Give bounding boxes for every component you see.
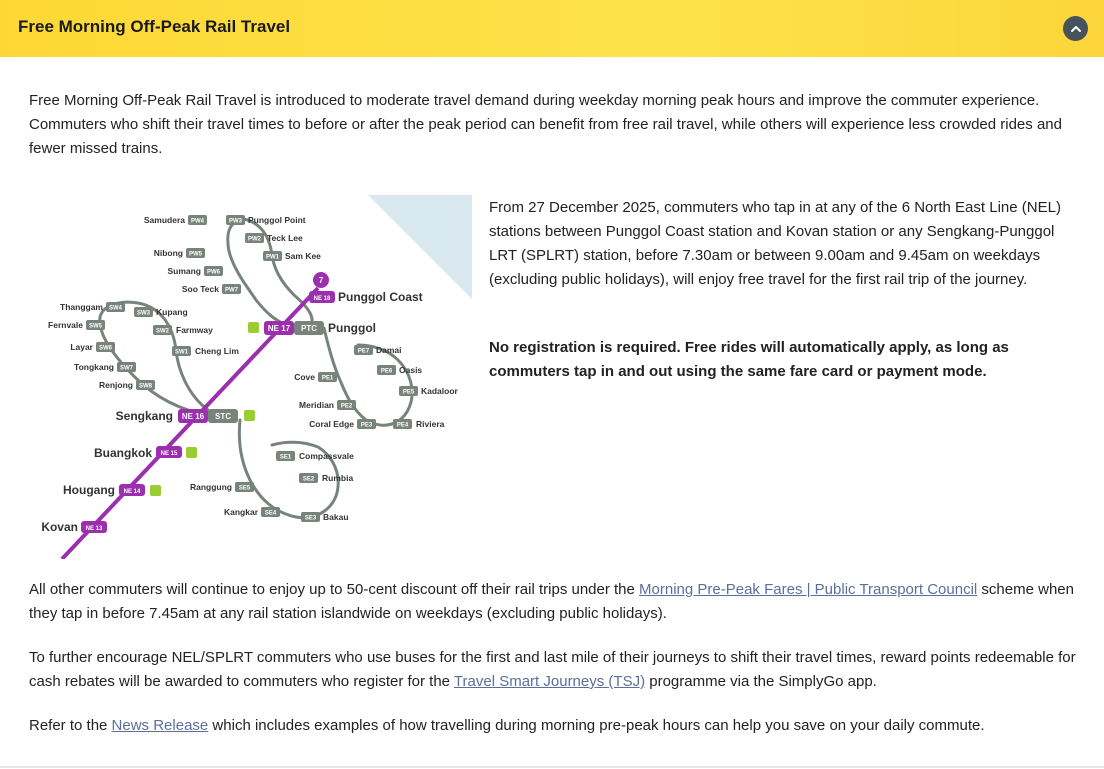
sw-station-fernvale[interactable] (48, 320, 105, 330)
lrt-label: Kangkar (223, 507, 258, 517)
lrt-code: PW7 (224, 287, 239, 294)
lrt-label: Rumbia (322, 473, 354, 483)
lrt-code: SE4 (264, 510, 277, 517)
pw-station-sam-kee[interactable] (263, 251, 321, 261)
text-span: Refer to the (29, 717, 112, 734)
lrt-code: PW3 (228, 218, 243, 225)
pe-station-damai[interactable] (354, 345, 402, 355)
lrt-code: PW4 (190, 218, 205, 225)
lrt-label: Farmway (176, 325, 213, 335)
text-span: All other commuters will continue to enjoy up to 50-cent discount off their rail trips under the (29, 581, 640, 598)
bus-icon (150, 485, 161, 496)
lrt-code: PW2 (247, 236, 262, 243)
lrt-code: PW1 (265, 254, 280, 261)
news-paragraph (29, 714, 1079, 738)
sw-station-farmway[interactable] (153, 325, 213, 335)
ne-extra: PTC (301, 324, 317, 333)
rewards-paragraph (29, 646, 1079, 694)
lrt-code: PE1 (321, 375, 334, 382)
ne-extra: STC (215, 412, 231, 421)
pw-station-soo-teck[interactable] (182, 284, 241, 294)
pw-station-punggol-point[interactable] (226, 215, 306, 225)
text-span: programme via the SimplyGo app. (645, 673, 877, 690)
lrt-label: Thanggam (60, 302, 103, 312)
sw-station-kupang[interactable] (134, 307, 188, 317)
se-station-kangkar[interactable] (224, 507, 280, 517)
lrt-code: PE3 (360, 422, 373, 429)
ne-label: Punggol Coast (338, 290, 423, 304)
pe-station-meridian[interactable] (299, 400, 356, 410)
pe-station-oasis[interactable] (377, 365, 422, 375)
sw-track (100, 302, 208, 410)
lrt-label: Cheng Lim (195, 346, 239, 356)
ne-code: NE 16 (181, 412, 205, 421)
lrt-label: Cove (294, 372, 315, 382)
pe-station-kadaloor[interactable] (399, 386, 459, 396)
sw-station-tongkang[interactable] (74, 362, 136, 372)
lrt-code: PE6 (380, 368, 393, 375)
tsj-link[interactable]: Travel Smart Journeys (TSJ) (453, 673, 646, 690)
lrt-code: PW5 (188, 251, 203, 258)
se-station-ranggung[interactable] (190, 482, 254, 492)
lrt-label: Kadaloor (421, 386, 458, 396)
ne-label: Buangkok (93, 446, 152, 460)
bus-icon (186, 447, 197, 458)
bus-icon (244, 410, 255, 421)
news-release-link[interactable]: News Release (111, 717, 209, 734)
lrt-label: Bakau (323, 512, 349, 522)
lrt-label: Riviera (416, 419, 445, 429)
se-station-bakau[interactable] (301, 512, 349, 522)
ne-label: Kovan (41, 520, 78, 534)
ne-code: NE 17 (267, 324, 291, 333)
lrt-code: PW6 (206, 269, 221, 276)
ne-label: Hougang (63, 483, 115, 497)
lrt-label: Punggol Point (248, 215, 306, 225)
ne-station-hougang[interactable] (63, 483, 161, 497)
pw-station-samudera[interactable] (144, 215, 207, 225)
pw-station-sumang[interactable] (167, 266, 223, 276)
ne-code: NE 15 (160, 451, 178, 457)
se-station-rumbia[interactable] (299, 473, 353, 483)
no-registration-paragraph: No registration is required. Free rides will automatically apply, as long as commuters tap in and out using the same fare card or payment mode. (489, 339, 1009, 380)
pre-peak-paragraph (29, 578, 1079, 626)
pw-station-nibong[interactable] (154, 248, 205, 258)
lrt-label: Samudera (143, 215, 185, 225)
lrt-label: Damai (376, 345, 402, 355)
eligibility-paragraph: From 27 December 2025, commuters who tap in at any of the 6 North East Line (NEL) stations between Punggol Coast station and Kovan station or any Sengkang-Punggol LRT (SPLRT) station, before 7.30am or between 9.00am and 9.45am on weekdays (excluding public holidays), will enjoy free travel for the first rail trip of the journey. (489, 199, 1061, 288)
lrt-code: SW5 (88, 323, 103, 330)
chevron-up-icon (1070, 23, 1082, 35)
rail-map (28, 195, 472, 559)
ne-code: NE 18 (313, 296, 331, 302)
lrt-label: Meridian (299, 400, 334, 410)
lrt-code: SW8 (138, 383, 153, 390)
pw-station-teck-lee[interactable] (245, 233, 303, 243)
map-corner-shape (368, 195, 472, 299)
ne-station-punggol[interactable] (248, 321, 376, 335)
ne-label: Sengkang (115, 409, 173, 423)
lrt-code: SE2 (302, 476, 315, 483)
lrt-label: Soo Teck (181, 284, 219, 294)
lrt-code: SW1 (174, 349, 189, 356)
lrt-label: Oasis (399, 365, 423, 375)
se-station-compassvale[interactable] (276, 451, 354, 461)
lrt-code: SW2 (155, 328, 170, 335)
lrt-code: SW4 (108, 305, 123, 312)
ne-code: NE 13 (85, 526, 103, 532)
lrt-label: Fernvale (48, 320, 83, 330)
sw-station-renjong[interactable] (99, 380, 155, 390)
ne-code: NE 14 (123, 489, 141, 495)
lrt-code: PE2 (340, 403, 353, 410)
text-span: To further encourage NEL/SPLRT commuters who use buses for the first and last mile of their journeys to shift their travel times, reward points redeemable for cash rebates will be awarded to commuters who register for the (29, 649, 1076, 690)
lrt-code: SW3 (136, 310, 151, 317)
lrt-code: SE5 (238, 485, 251, 492)
pe-track (321, 328, 412, 425)
se-track (239, 420, 338, 518)
ne-extra: 7 (318, 276, 324, 285)
lrt-label: Sumang (167, 266, 201, 276)
ne-label: Punggol (328, 321, 376, 335)
lrt-label: Tongkang (74, 362, 114, 372)
accordion-title: Free Morning Off-Peak Rail Travel (18, 17, 291, 36)
ne-station-punggol-coast[interactable] (309, 272, 423, 304)
intro-paragraph: Free Morning Off-Peak Rail Travel is introduced to moderate travel demand during weekday morning peak hours and improve the commuter experience. Commuters who shift their travel times to before or after the peak period can benefit from free rail travel, while others will experience less crowded rides and fewer missed trains. (29, 92, 1062, 157)
lrt-code: SE1 (279, 454, 292, 461)
lrt-label: Teck Lee (267, 233, 303, 243)
collapse-button[interactable] (1063, 16, 1088, 41)
ne-station-sengkang[interactable] (116, 409, 255, 423)
lrt-label: Ranggung (189, 482, 232, 492)
bus-icon (248, 322, 259, 333)
text-span: scheme when they tap in before 7.45am at any rail station islandwide on weekdays (excluding public holidays). (29, 581, 1074, 622)
lrt-code: SW6 (98, 345, 113, 352)
lrt-label: Layar (70, 342, 93, 352)
pe-station-riviera[interactable] (393, 419, 445, 429)
lrt-label: Nibong (153, 248, 183, 258)
lrt-label: Renjong (99, 380, 133, 390)
lrt-label: Sam Kee (285, 251, 321, 261)
pre-peak-fares-link[interactable]: Morning Pre-Peak Fares | Public Transport Council (639, 581, 978, 598)
lrt-label: Coral Edge (309, 419, 354, 429)
lrt-code: PE4 (396, 422, 409, 429)
ne-station-buangkok[interactable] (94, 446, 197, 460)
lrt-code: PE5 (402, 389, 415, 396)
text-span: which includes examples of how travelling during morning pre-peak hours can help you save on your daily commute. (208, 717, 985, 734)
sw-station-layar[interactable] (70, 342, 115, 352)
lrt-code: SW7 (119, 365, 134, 372)
lrt-code: SE3 (304, 515, 317, 522)
pe-station-cove[interactable] (294, 372, 337, 382)
pe-station-coral-edge[interactable] (309, 419, 376, 429)
divider (0, 766, 1104, 768)
lrt-label: Kupang (156, 307, 188, 317)
lrt-label: Compassvale (299, 451, 354, 461)
sw-station-thanggam[interactable] (60, 302, 125, 312)
lrt-code: PE7 (357, 348, 370, 355)
ne-station-kovan[interactable] (41, 520, 107, 534)
sw-station-cheng-lim[interactable] (172, 346, 239, 356)
accordion-header[interactable] (0, 0, 1104, 57)
